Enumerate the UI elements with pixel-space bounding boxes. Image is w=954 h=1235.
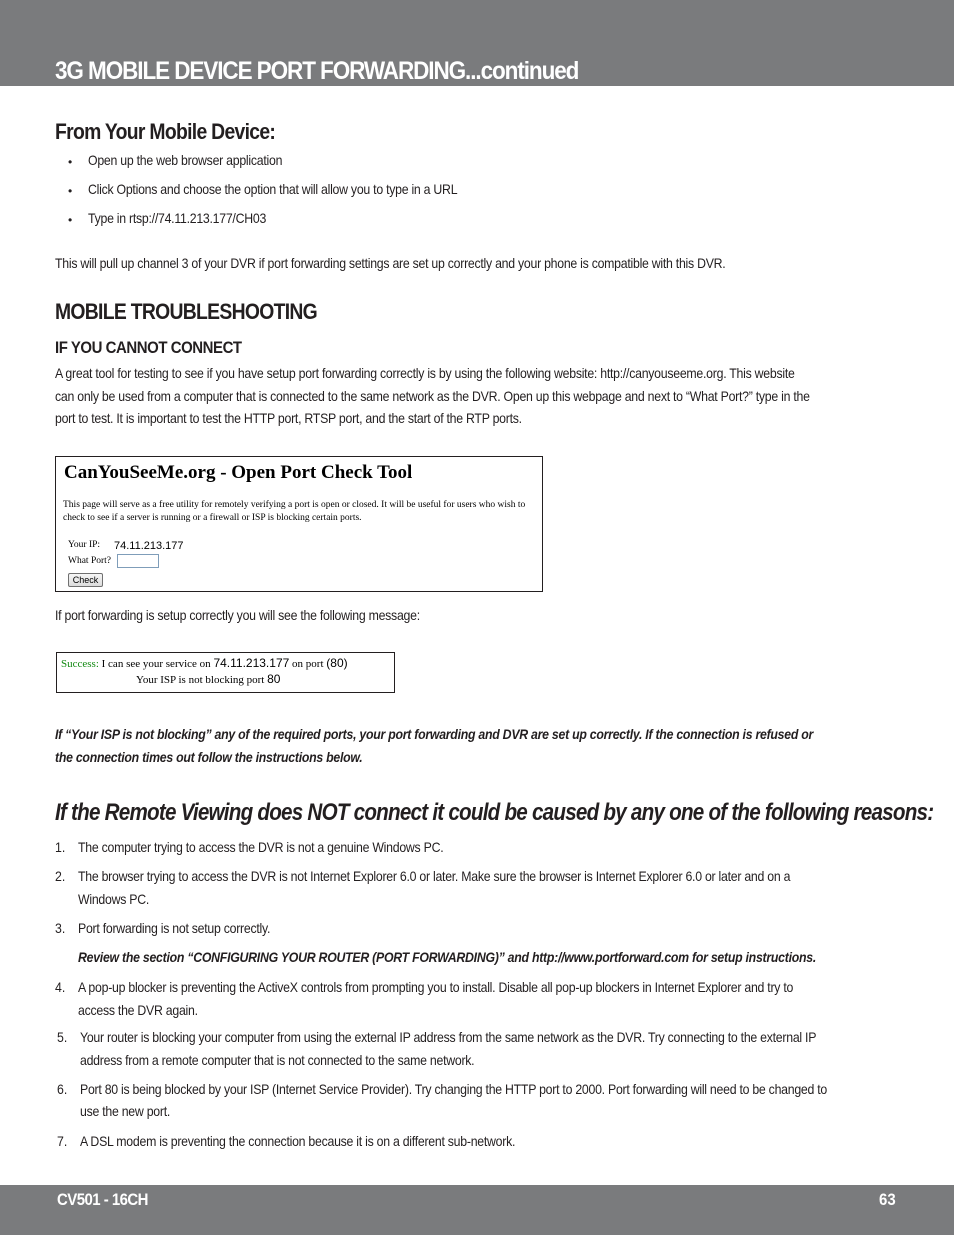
success-intro: If port forwarding is setup correctly you will see the following message: [55, 607, 420, 623]
reason-item: The browser trying to access the DVR is not Internet Explorer 6.0 or later. Make sure the browser is Internet Explorer 6.0 or later and on a [78, 868, 791, 884]
bullet-item: Type in rtsp://74.11.213.177/CH03 [88, 210, 267, 226]
success-text: I can see your service on [98, 658, 214, 670]
port-label: What Port? [68, 556, 112, 566]
bullet-icon: • [68, 184, 73, 198]
item-number: 7. [57, 1133, 68, 1149]
success-message-screenshot [56, 652, 395, 693]
reasons-heading: If the Remote Viewing does NOT connect it could be caused by any one of the following reasons: [55, 799, 934, 826]
ip-value: 74.11.213.177 [114, 540, 184, 552]
port-input[interactable] [117, 554, 159, 568]
success-line-1 [61, 656, 348, 670]
page-title: 3G MOBILE DEVICE PORT FORWARDING...continued [55, 57, 579, 85]
italic-note-line: the connection times out follow the instructions below. [55, 749, 363, 765]
success-on-port: on port [289, 658, 327, 670]
check-button[interactable]: Check [68, 573, 103, 587]
reason-item: Windows PC. [78, 891, 150, 907]
reason-item: use the new port. [80, 1103, 171, 1119]
bullet-icon: • [68, 213, 73, 227]
item-number: 3. [55, 920, 66, 936]
item-number: 5. [57, 1029, 68, 1045]
troubleshooting-heading: MOBILE TROUBLESHOOTING [55, 299, 318, 324]
model-label: CV501 - 16CH [57, 1190, 148, 1209]
reason-item: A pop-up blocker is preventing the ActiveX controls from prompting you to install. Disable all pop-up blockers in Internet Explorer and try to [78, 979, 794, 995]
success-line-2 [136, 672, 280, 686]
paragraph-line: can only be used from a computer that is connected to the same network as the DVR. Open up this webpage and next to “What Port?” type in the [55, 388, 810, 404]
reason-item: A DSL modem is preventing the connection because it is on a different sub-network. [80, 1133, 516, 1149]
not-blocking-port: 80 [267, 672, 281, 686]
mobile-heading: From Your Mobile Device: [55, 119, 276, 144]
reason-item: Your router is blocking your computer from using the external IP address from the same network as the DVR. Try connecting to the external IP [80, 1029, 817, 1045]
paragraph-line: port to test. It is important to test the HTTP port, RTSP port, and the start of the RTP ports. [55, 410, 522, 426]
port-check-tool-screenshot [55, 456, 543, 592]
reason-item: address from a remote computer that is not connected to the same network. [80, 1052, 475, 1068]
cannot-connect-subheading: IF YOU CANNOT CONNECT [55, 338, 242, 357]
bullet-item: Click Options and choose the option that will allow you to type in a URL [88, 181, 458, 197]
reason-item: The computer trying to access the DVR is not a genuine Windows PC. [78, 839, 444, 855]
reason-item: Port 80 is being blocked by your ISP (Internet Service Provider). Try changing the HTTP port to 2000. Port forwarding will need to be changed to [80, 1081, 828, 1097]
item-number: 6. [57, 1081, 68, 1097]
bullet-icon: • [68, 155, 73, 169]
item-number: 4. [55, 979, 66, 995]
paragraph-line: A great tool for testing to see if you have setup port forwarding correctly is by using the following website: http://canyouseeme.org. This website [55, 365, 795, 381]
item-number: 2. [55, 868, 66, 884]
success-ip: 74.11.213.177 [213, 656, 290, 670]
tool-title: CanYouSeeMe.org - Open Port Check Tool [64, 462, 413, 483]
reason-item: Port forwarding is not setup correctly. [78, 920, 271, 936]
success-port: (80) [326, 656, 348, 670]
review-note: Review the section “CONFIGURING YOUR ROUTER (PORT FORWARDING)” and http://www.portforward.com for setup instructions. [78, 949, 817, 965]
italic-note-line: If “Your ISP is not blocking” any of the required ports, your port forwarding and DVR are set up correctly. If the connection is refused or [55, 726, 814, 742]
bullet-item: Open up the web browser application [88, 152, 283, 168]
tool-description: This page will serve as a free utility for remotely verifying a port is open or closed. It will be useful for users who wish to check to see if a server is running or a firewall or ISP is blocking certain ports. [63, 500, 526, 523]
success-word: Success: [61, 658, 99, 670]
reason-item: access the DVR again. [78, 1002, 198, 1018]
page-number: 63 [879, 1190, 896, 1209]
not-blocking-text: Your ISP is not blocking port [136, 674, 268, 686]
ip-label: Your IP: [68, 540, 101, 550]
item-number: 1. [55, 839, 66, 855]
mobile-note: This will pull up channel 3 of your DVR if port forwarding settings are set up correctly and your phone is compatible with this DVR. [55, 255, 726, 271]
